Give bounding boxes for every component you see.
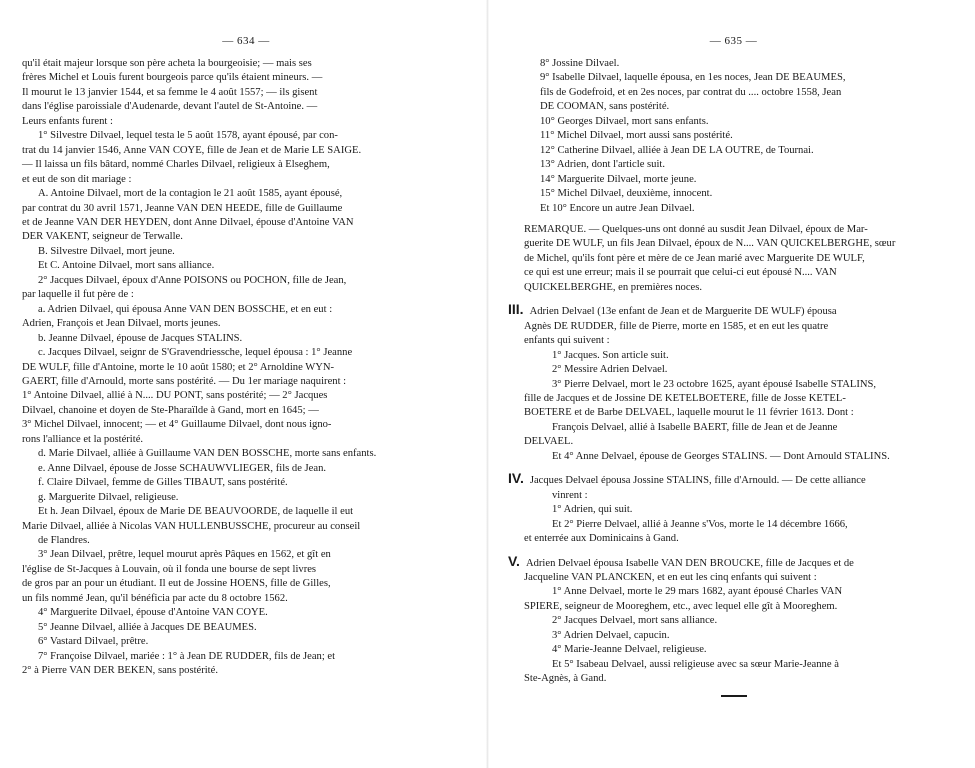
remark-line: ce qui est une erreur; mais il se pourrait que celui-ci eut épousé N.... VAN xyxy=(524,267,837,279)
text-line: Et 2° Pierre Delvael, allié à Jeanne s'Vos, morte le 14 décembre 1666, xyxy=(552,518,848,530)
text-line: 9° Isabelle Dilvael, laquelle épousa, en 1es noces, Jean DE BEAUMES, xyxy=(540,72,846,84)
text-line: 1° Jacques. Son article suit. xyxy=(552,349,669,361)
right-page xyxy=(488,0,975,768)
text-line: rons l'alliance et la postérité. xyxy=(22,433,144,445)
text-line: 3° Adrien Delvael, capucin. xyxy=(552,629,670,641)
text-line: frères Michel et Louis furent bourgeois parce qu'ils étaient mineurs. — xyxy=(22,72,323,84)
text-line: 4° Marie-Jeanne Delvael, religieuse. xyxy=(552,644,707,656)
text-line: 14° Marguerite Dilvael, morte jeune. xyxy=(540,173,697,185)
text-line: un fils nommé Jean, qu'il bénéficia par acte du 8 octobre 1562. xyxy=(22,592,288,604)
section-heading: V. Adrien Delvael épousa Isabelle VAN DEN BROUCKE, fille de Jacques et de xyxy=(508,552,854,569)
section-numeral: IV. xyxy=(508,470,524,487)
text-line: 6° Vastard Dilvael, prêtre. xyxy=(38,636,149,648)
text-line: d. Marie Dilvael, alliée à Guillaume VAN DEN BOSSCHE, morte sans enfants. xyxy=(38,448,377,460)
text-line: 2° à Pierre VAN DER BEKEN, sans postérité. xyxy=(22,665,218,677)
text-line: de Flandres. xyxy=(38,534,90,546)
text-line: f. Claire Dilvael, femme de Gilles TIBAUT, sans postérité. xyxy=(38,477,288,489)
text-line: Agnès DE RUDDER, fille de Pierre, morte en 1585, et en eut les quatre xyxy=(524,320,829,332)
text-line: 3° Michel Dilvael, innocent; — et 4° Guillaume Dilvael, dont nous igno- xyxy=(22,419,332,431)
text-line: fille de Jacques et de Jossine DE KETELBOETERE, fille de Josse KETEL- xyxy=(524,392,846,404)
text-line: BOETERE et de Barbe DELVAEL, laquelle mourut le 11 février 1613. Dont : xyxy=(524,407,854,419)
text-line: c. Jacques Dilvael, seignr de S'Gravendriessche, lequel épousa : 1° Jeanne xyxy=(38,347,353,359)
text-line: DER VAKENT, seigneur de Terwalle. xyxy=(22,231,183,243)
text-line: 12° Catherine Dilvael, alliée à Jean DE LA OUTRE, de Tournai. xyxy=(540,144,814,156)
text-line: 1° Adrien, qui suit. xyxy=(552,504,633,516)
text-line: 1° Anne Delvael, morte le 29 mars 1682, ayant épousé Charles VAN xyxy=(552,586,843,598)
section-numeral: III. xyxy=(508,301,524,318)
right-page-text xyxy=(508,57,959,697)
text-line: Et h. Jean Dilvael, époux de Marie DE BEAUVOORDE, de laquelle il eut xyxy=(38,506,354,518)
text-line: Et 5° Isabeau Delvael, aussi religieuse avec sa sœur Marie-Jeanne à xyxy=(552,658,839,670)
text-line: Jacqueline VAN PLANCKEN, et en eut les cinq enfants qui suivent : xyxy=(524,571,817,583)
text-line: Et C. Antoine Dilvael, mort sans alliance. xyxy=(38,260,215,272)
text-line: l'église de St-Jacques à Louvain, où il fonda une bourse de sept livres xyxy=(22,563,317,575)
text-line: 8° Jossine Dilvael. xyxy=(540,58,620,69)
text-line: 5° Jeanne Dilvael, alliée à Jacques DE BEAUMES. xyxy=(38,621,257,633)
text-line: 1° Silvestre Dilvael, lequel testa le 5 août 1578, ayant épousé, par con- xyxy=(38,130,338,142)
remark-line: QUICKELBERGHE, en premières noces. xyxy=(524,281,702,293)
text-line: 7° Françoise Dilvael, mariée : 1° à Jean DE RUDDER, fils de Jean; et xyxy=(38,650,336,662)
text-line: e. Anne Dilvael, épouse de Josse SCHAUWVLIEGER, fils de Jean. xyxy=(38,462,327,474)
remark-line: guerite DE WULF, un fils Jean Dilvael, époux de N.... VAN QUICKELBERGHE, sœur xyxy=(524,238,896,250)
text-line: 15° Michel Dilvael, deuxième, innocent. xyxy=(540,188,713,200)
text-line: DE COOMAN, sans postérité. xyxy=(540,101,670,113)
text-line: 10° Georges Dilvael, mort sans enfants. xyxy=(540,115,709,127)
text-line: GAERT, fille d'Arnould, morte sans postérité. — Du 1er mariage naquirent : xyxy=(22,375,347,387)
text-line: b. Jeanne Dilvael, épouse de Jacques STALINS. xyxy=(38,332,243,344)
text-line: vinrent : xyxy=(552,489,588,501)
text-line: Ste-Agnès, à Gand. xyxy=(524,673,607,685)
text-line: DELVAEL. xyxy=(524,436,574,448)
text-line: 1° Antoine Dilvael, allié à N.... DU PONT, sans postérité; — 2° Jacques xyxy=(22,390,328,402)
text-line: 4° Marguerite Dilvael, épouse d'Antoine VAN COYE. xyxy=(38,607,268,619)
text-line: 3° Pierre Delvael, mort le 23 octobre 1625, ayant épousé Isabelle STALINS, xyxy=(552,378,877,390)
text-line: a. Adrien Dilvael, qui épousa Anne VAN DEN BOSSCHE, et en eut : xyxy=(38,303,333,315)
end-rule xyxy=(721,695,747,697)
text-line: Et 10° Encore un autre Jean Dilvael. xyxy=(540,202,695,214)
text-line: et eut de son dit mariage : xyxy=(22,173,132,185)
text-line: par contrat du 30 avril 1571, Jeanne VAN DEN HEEDE, fille de Guillaume xyxy=(22,202,343,214)
text-line: Il mourut le 13 janvier 1544, et sa femme le 4 août 1557; — ils gisent xyxy=(22,86,318,98)
remark-line: REMARQUE. — Quelques-uns ont donné au susdit Jean Dilvael, époux de Mar- xyxy=(524,223,868,235)
remark-line: de Michel, qu'ils font père et mère de ce Jean marié avec Marguerite DE WULF, xyxy=(524,252,865,264)
text-line: Et 4° Anne Delvael, épouse de Georges STALINS. — Dont Arnould STALINS. xyxy=(552,450,890,462)
text-line: qu'il était majeur lorsque son père acheta la bourgeoisie; — mais ses xyxy=(22,58,312,69)
text-line: Leurs enfants furent : xyxy=(22,115,113,127)
section-numeral: V. xyxy=(508,552,520,569)
section-heading: IV. Jacques Delvael épousa Jossine STALINS, fille d'Arnould. — De cette alliance xyxy=(508,470,866,487)
text-line: 2° Jacques Dilvael, époux d'Anne POISONS ou POCHON, fille de Jean, xyxy=(38,274,347,286)
page-number: — 635 — xyxy=(709,35,758,47)
text-line: et de Jeanne VAN DER HEYDEN, dont Anne Dilvael, épouse d'Antoine VAN xyxy=(22,216,354,228)
text-line: trat du 14 janvier 1546, Anne VAN COYE, fille de Jean et de Marie LE SAIGE. xyxy=(22,144,362,156)
text-line: 3° Jean Dilvael, prêtre, lequel mourut après Pâques en 1562, et gît en xyxy=(38,549,331,561)
text-line: enfants qui suivent : xyxy=(524,335,610,347)
text-line: g. Marguerite Dilvael, religieuse. xyxy=(38,491,179,503)
text-line: 2° Jacques Delvael, mort sans alliance. xyxy=(552,615,718,627)
text-line: fils de Godefroid, et en 2es noces, par contrat du .... octobre 1558, Jean xyxy=(540,86,842,98)
text-line: dans l'église paroissiale d'Audenarde, devant l'autel de St-Antoine. — xyxy=(22,101,318,113)
section-heading: III. Adrien Delvael (13e enfant de Jean et de Marguerite DE WULF) épousa xyxy=(508,301,837,318)
text-line: Marie Dilvael, alliée à Nicolas VAN HULLENBUSSCHE, procureur au conseil xyxy=(22,520,361,532)
text-line: et enterrée aux Dominicains à Gand. xyxy=(524,533,679,545)
text-line: 2° Messire Adrien Delvael. xyxy=(552,364,668,376)
text-line: A. Antoine Dilvael, mort de la contagion le 21 août 1585, ayant épousé, xyxy=(38,188,343,200)
text-line: 11° Michel Dilvael, mort aussi sans postérité. xyxy=(540,130,733,142)
text-line: François Delvael, allié à Isabelle BAERT, fille de Jean et de Jeanne xyxy=(552,421,838,433)
text-line: de gros par an pour un étudiant. Il eut de Jossine HOENS, fille de Gilles, xyxy=(22,578,331,590)
text-line: par laquelle il fut père de : xyxy=(22,289,134,301)
text-line: 13° Adrien, dont l'article suit. xyxy=(540,159,666,171)
page-number: — 634 — xyxy=(222,35,270,47)
text-line: Dilvael, chanoine et doyen de Ste-Pharaïlde à Gand, mort en 1645; — xyxy=(22,404,319,416)
text-line: SPIERE, seigneur de Mooreghem, etc., avec lequel elle gît à Mooreghem. xyxy=(524,600,838,612)
text-line: Adrien, François et Jean Dilvael, morts jeunes. xyxy=(22,318,221,330)
left-page-text xyxy=(22,57,470,678)
text-line: B. Silvestre Dilvael, mort jeune. xyxy=(38,245,175,257)
text-line: DE WULF, fille d'Antoine, morte le 10 août 1580; et 2° Arnoldine WYN- xyxy=(22,361,335,373)
text-line: — Il laissa un fils bâtard, nommé Charles Dilvael, religieux à Elseghem, xyxy=(22,159,330,171)
